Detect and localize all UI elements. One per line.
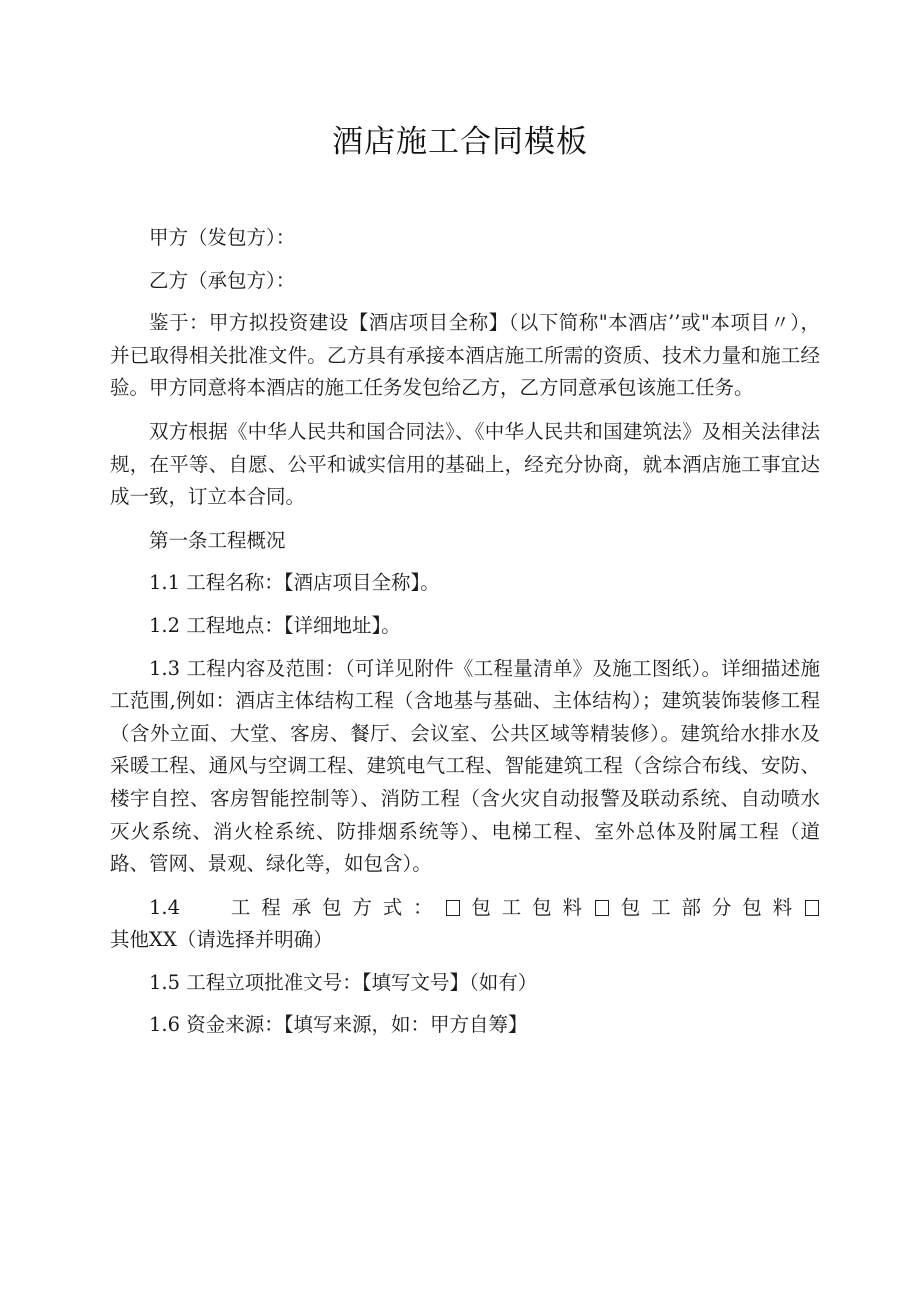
item-1-1: 1.1 工程名称：【酒店项目全称】。: [149, 571, 440, 595]
item-1-4-option-3: 其他XX（请选择并明确）: [110, 928, 333, 952]
item-1-2: 1.2 工程地点：【详细地址】。: [149, 613, 401, 637]
whereas-paragraph: 鉴于：甲方拟投资建设【酒店项目全称】（以下简称"本酒店’’或"本项目〃），并已取得相关批准文件。乙方具有承接本酒店施工所需的资质、技术力量和施工经验。甲方同意将本酒店的施工任务发包给乙方，乙方同意承包该施工任务。: [110, 311, 820, 400]
item-1-3: 1.3 工程内容及范围：（可详见附件《工程量清单》及施工图纸）。详细描述施工范围,例如：酒店主体结构工程（含地基与基础、主体结构）；建筑装饰装修工程（含外立面、大堂、客房、餐厅、会议室、公共区域等精装修）。建筑给水排水及采暖工程、通风与空调工程、建筑电气工程、智能建筑工程（含综合布线、安防、楼宇自控、客房智能控制等）、消防工程（含火灾自动报警及联动系统、自动喷水灭火系统、消火栓系统、防排烟系统等）、电梯工程、室外总体及附属工程（道路、管网、景观、绿化等，如包含）。: [110, 656, 820, 876]
item-1-4-option-2: 包工部分包料: [609, 895, 803, 919]
checkbox-option-1[interactable]: [446, 900, 460, 916]
basis-paragraph: 双方根据《中华人民共和国合同法》、《中华人民共和国建筑法》及相关法律法规，在平等、自愿、公平和诚实信用的基础上，经充分协商，就本酒店施工事宜达成一致，订立本合同。: [110, 419, 820, 509]
article-1-heading: 第一条工程概况: [149, 528, 286, 552]
item-1-4-number: 1.4: [149, 895, 181, 919]
document-title: 酒店施工合同模板: [332, 124, 588, 160]
item-1-6: 1.6 资金来源：【填写来源，如：甲方自筹】: [149, 1013, 528, 1037]
item-1-4-label: 工程承包方式：: [220, 895, 444, 919]
party-a-line: 甲方（发包方）：: [149, 226, 296, 249]
item-1-4: [110, 892, 820, 957]
checkbox-option-3[interactable]: [805, 900, 819, 916]
item-1-5: 1.5 工程立项批准文号：【填写文号】（如有）: [149, 970, 538, 994]
checkbox-option-2[interactable]: [595, 900, 609, 916]
document-body: [110, 222, 820, 1052]
item-1-4-option-1: 包工包料: [460, 895, 593, 919]
party-b-line: 乙方（承包方）：: [149, 268, 296, 292]
